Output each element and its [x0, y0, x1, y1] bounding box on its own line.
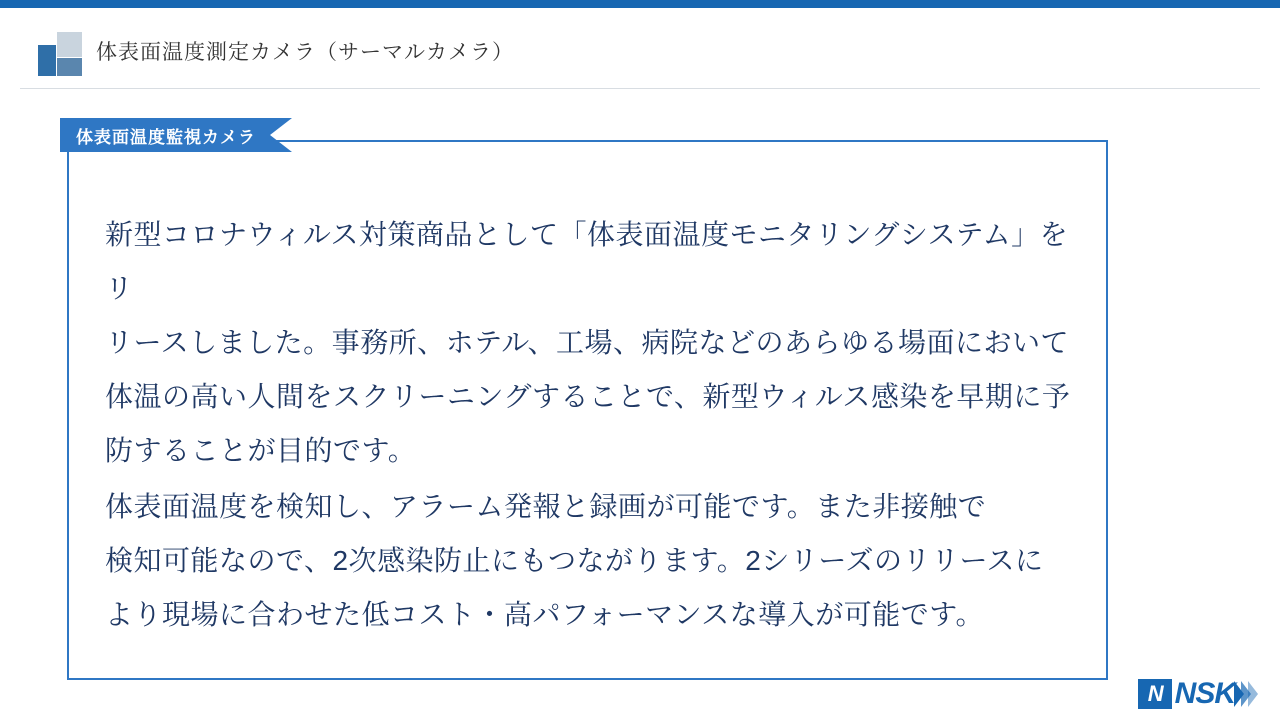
section-ribbon-label: 体表面温度監視カメラ — [60, 118, 270, 152]
section-ribbon-tail — [270, 118, 292, 152]
title-decoration-square-top-right — [57, 32, 82, 57]
title-decoration-icon — [38, 32, 82, 76]
title-decoration-square-left — [38, 45, 56, 76]
logo-badge-icon: N — [1138, 679, 1172, 709]
body-text-block — [105, 208, 1085, 642]
body-line: 体表面温度を検知し、アラーム発報と録画が可能です。また非接触で — [105, 491, 987, 522]
title-decoration-square-bottom-right — [57, 58, 82, 76]
slide-title-row — [0, 8, 1280, 90]
body-line: 防することが目的です。 — [105, 435, 417, 466]
body-line: 検知可能なので、2次感染防止にもつながります。2シリーズのリリースに — [105, 545, 1044, 576]
body-line: リースしました。事務所、ホテル、工場、病院などのあらゆる場面において — [105, 327, 1069, 358]
page-title: 体表面温度測定カメラ（サーマルカメラ） — [96, 41, 514, 64]
title-divider — [20, 88, 1260, 89]
company-logo — [1138, 677, 1258, 711]
logo-chevron-icon — [1237, 681, 1258, 707]
body-line: 体温の高い人間をスクリーニングすることで、新型ウィルス感染を早期に予 — [105, 381, 1071, 412]
body-line: より現場に合わせた低コスト・高パフォーマンスな導入が可能です。 — [105, 599, 985, 630]
logo-wordmark: NSK — [1174, 677, 1235, 710]
section-ribbon — [60, 118, 292, 152]
top-accent-bar — [0, 0, 1280, 8]
body-line: 新型コロナウィルス対策商品として「体表面温度モニタリングシステム」をリ — [105, 219, 1069, 304]
